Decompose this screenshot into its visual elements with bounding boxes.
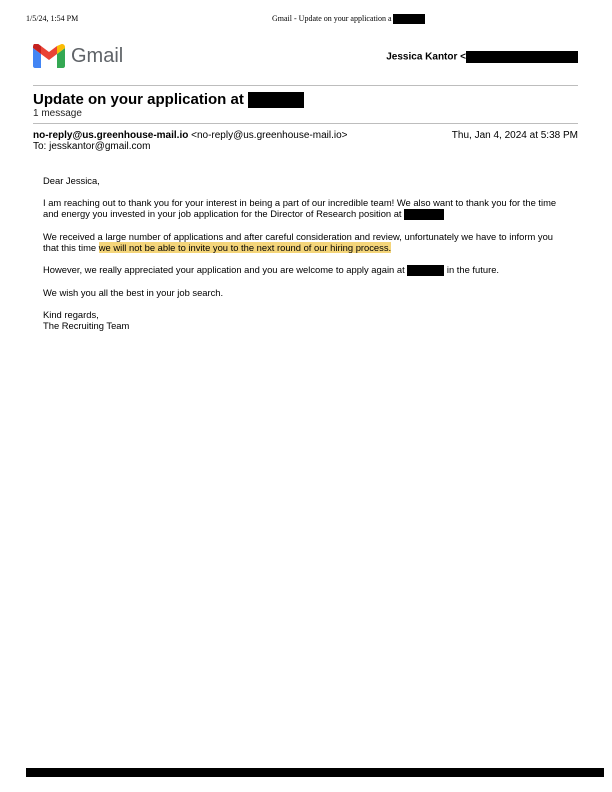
- gmail-logo: [33, 44, 133, 68]
- redaction-block: [407, 265, 444, 276]
- message-date: Thu, Jan 4, 2024 at 5:38 PM: [451, 130, 578, 141]
- signoff-text: Kind regards,: [43, 309, 99, 321]
- print-date: 1/5/24, 1:54 PM: [26, 14, 79, 23]
- redaction-block: [248, 92, 304, 108]
- subject-text: Update on your application at: [33, 91, 244, 108]
- message-body: [43, 175, 568, 342]
- header-divider: [33, 85, 578, 86]
- highlighted-text: we will not be able to invite you to the next round of our hiring process.: [98, 242, 392, 254]
- body-paragraph: [43, 197, 568, 220]
- subject-divider: [33, 123, 578, 124]
- redaction-block: [404, 209, 444, 220]
- message-sender: [33, 130, 347, 141]
- paragraph-text: However, we really appreciated your application and you are welcome to apply again at: [43, 264, 405, 276]
- paragraph-text: I am reaching out to thank you for your interest in being a part of our incredible team! We also want to thank you for the time and energy you invested in your job application for the Director of Research position at: [43, 197, 557, 219]
- paragraph-text: We received a large number of applications and after careful consideration and review, unfortunately we have to inform you that this time: [43, 231, 554, 254]
- sender-display: <no-reply@us.greenhouse-mail.io>: [191, 130, 348, 141]
- print-header: [26, 14, 586, 26]
- signoff: [43, 309, 568, 331]
- print-title: [272, 14, 425, 24]
- body-paragraph: We wish you all the best in your job search.: [43, 287, 224, 299]
- redaction-block: [26, 768, 604, 777]
- print-title-text: Gmail - Update on your application a: [272, 14, 392, 23]
- body-paragraph: [43, 264, 568, 276]
- redaction-block: [393, 14, 425, 24]
- message-count: 1 message: [33, 108, 82, 119]
- body-paragraph: [43, 231, 568, 253]
- gmail-wordmark: Gmail: [71, 45, 124, 67]
- sender-email: no-reply@us.greenhouse-mail.io: [33, 130, 189, 141]
- thread-subject: [33, 91, 304, 108]
- account-header: [386, 51, 578, 63]
- redaction-block: [466, 51, 578, 63]
- account-name: Jessica Kantor <: [386, 51, 466, 63]
- greeting: Dear Jessica,: [43, 175, 100, 186]
- gmail-m-icon: [33, 44, 65, 68]
- paragraph-text: in the future.: [446, 264, 500, 276]
- message-recipient: To: jesskantor@gmail.com: [33, 141, 151, 152]
- signature: The Recruiting Team: [43, 320, 130, 332]
